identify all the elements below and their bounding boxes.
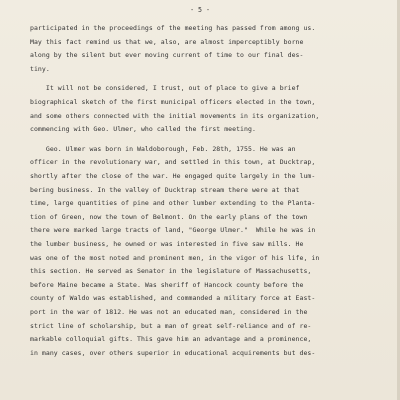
- text-line: along by the silent but ever moving current of time to our final des-: [30, 51, 304, 60]
- text-line: there were marked large tracts of land, "George Ulmer." While he was in: [30, 226, 316, 235]
- text-line: Geo. Ulmer was born in Waldoborough, Feb. 28th, 1755. He was an: [30, 144, 296, 153]
- text-line: commencing with Geo. Ulmer, who called the first meeting.: [30, 125, 256, 134]
- text-line: and some others connected with the initial movements in its organization,: [30, 111, 320, 120]
- text-line: biographical sketch of the first municipal officers elected in the town,: [30, 98, 316, 106]
- text-line: It will not be considered, I trust, out of place to give a brief: [30, 84, 300, 93]
- text-line: officer in the revolutionary war, and settled in this town, at Ducktrap,: [30, 158, 316, 167]
- text-line: county of Waldo was established, and commanded a military force at East-: [30, 294, 316, 303]
- page-number: - 5 -: [190, 6, 210, 14]
- text-line: shortly after the close of the war. He engaged quite largely in the lum-: [30, 172, 316, 180]
- text-line: tion of Green, now the town of Belmont. On the early plans of the town: [30, 212, 308, 221]
- text-line: before Maine became a State. Was sheriff of Hancock county before the: [30, 280, 304, 289]
- text-line: strict line of scholarship, but a man of great self-reliance and of re-: [30, 321, 312, 330]
- text-line: in many cases, over others superior in educational acquirements but des-: [30, 348, 316, 357]
- text-line: was one of the most noted and prominent men, in the vigor of his life, in: [30, 253, 320, 262]
- text-line: this section. He served as Senator in the legislature of Massachusetts,: [30, 267, 312, 276]
- text-line: the lumber business, he owned or was interested in five saw mills. He: [30, 240, 304, 248]
- text-line: May this fact remind us that we, also, are almost imperceptibly borne: [30, 37, 304, 46]
- text-line: port in the war of 1812. He was not an educated man, considered in the: [30, 308, 308, 316]
- text-line: tiny.: [30, 64, 50, 73]
- text-line: time, large quantities of pine and other lumber extending to the Planta-: [30, 199, 316, 208]
- text-line: participated in the proceedings of the meeting has passed from among us.: [30, 24, 316, 32]
- text-line: markable colloquial gifts. This gave him an advantage and a prominence,: [30, 335, 312, 344]
- text-line: bering business. In the valley of Ducktrap stream there were at that: [30, 185, 300, 194]
